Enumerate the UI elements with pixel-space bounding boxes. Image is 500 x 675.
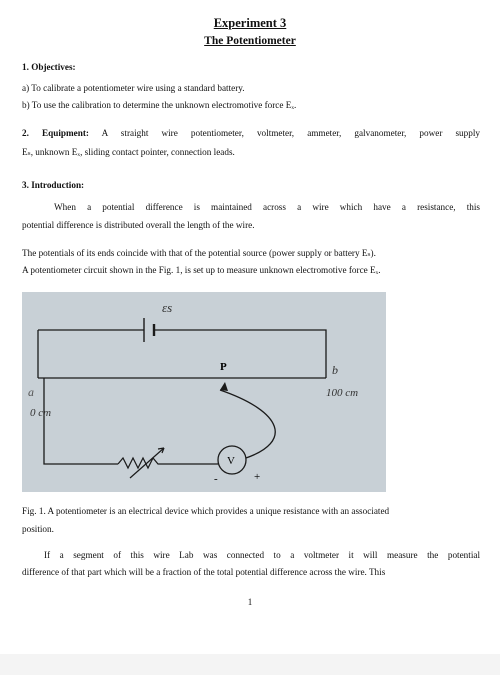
intro-paragraph-1-line-1: When a potential difference is maintained across a wire which have a resistance, this bbox=[54, 202, 480, 212]
rheostat-resistor bbox=[118, 458, 218, 468]
objective-b: b) To use the calibration to determine the unknown electromotive force Eₓ. bbox=[22, 100, 297, 110]
label-v: V bbox=[227, 455, 235, 467]
figure-caption-line-2: position. bbox=[22, 524, 54, 534]
label-plus: + bbox=[254, 471, 261, 483]
label-es: εs bbox=[162, 300, 173, 315]
introduction-heading: 3. Introduction: bbox=[22, 180, 85, 190]
document-subtitle: The Potentiometer bbox=[204, 35, 296, 47]
page-number: 1 bbox=[247, 597, 253, 607]
circuit-diagram bbox=[22, 292, 386, 492]
label-100cm: 100 cm bbox=[326, 387, 359, 399]
paragraph-3-line-2: difference of that part which will be a fraction of the total potential difference across the wire. This bbox=[22, 567, 386, 577]
label-p: P bbox=[220, 361, 227, 373]
top-wire-right bbox=[154, 330, 326, 378]
objective-a: a) To calibrate a potentiometer wire using a standard battery. bbox=[22, 83, 245, 93]
equipment-text: A straight wire potentiometer, voltmeter, ammeter, galvanometer, power supply bbox=[101, 128, 480, 138]
intro-paragraph-2-line-1: The potentials of its ends coincide with that of the potential source (power supply or battery Eₛ). bbox=[22, 248, 376, 258]
paragraph-3-line-1: If a segment of this wire Lab was connected to a voltmeter it will measure the potential bbox=[44, 550, 480, 560]
equipment-heading: 2. Equipment: bbox=[22, 128, 89, 138]
intro-paragraph-1-line-2: potential difference is distributed overall the length of the wire. bbox=[22, 220, 255, 230]
intro-paragraph-2-line-2: A potentiometer circuit shown in the Fig. 1, is set up to measure unknown electromotive force Eₓ. bbox=[22, 265, 381, 275]
label-a: a bbox=[28, 385, 34, 399]
equipment-line-2: Eₛ, unknown Eₓ, sliding contact pointer, connection leads. bbox=[22, 147, 235, 157]
sliding-contact-lead bbox=[220, 390, 275, 458]
label-0cm: 0 cm bbox=[30, 407, 52, 419]
document-title: Experiment 3 bbox=[213, 16, 287, 30]
objectives-heading: 1. Objectives: bbox=[22, 62, 76, 72]
equipment-line-1 bbox=[22, 127, 480, 140]
sliding-contact-pointer bbox=[220, 382, 228, 391]
lower-left-wire bbox=[44, 378, 118, 464]
label-b: b bbox=[332, 363, 338, 377]
potentiometer-circuit-figure bbox=[22, 292, 386, 492]
label-minus: - bbox=[214, 473, 218, 485]
figure-caption-line-1: Fig. 1. A potentiometer is an electrical device which provides a unique resistance with an associated bbox=[22, 506, 390, 516]
